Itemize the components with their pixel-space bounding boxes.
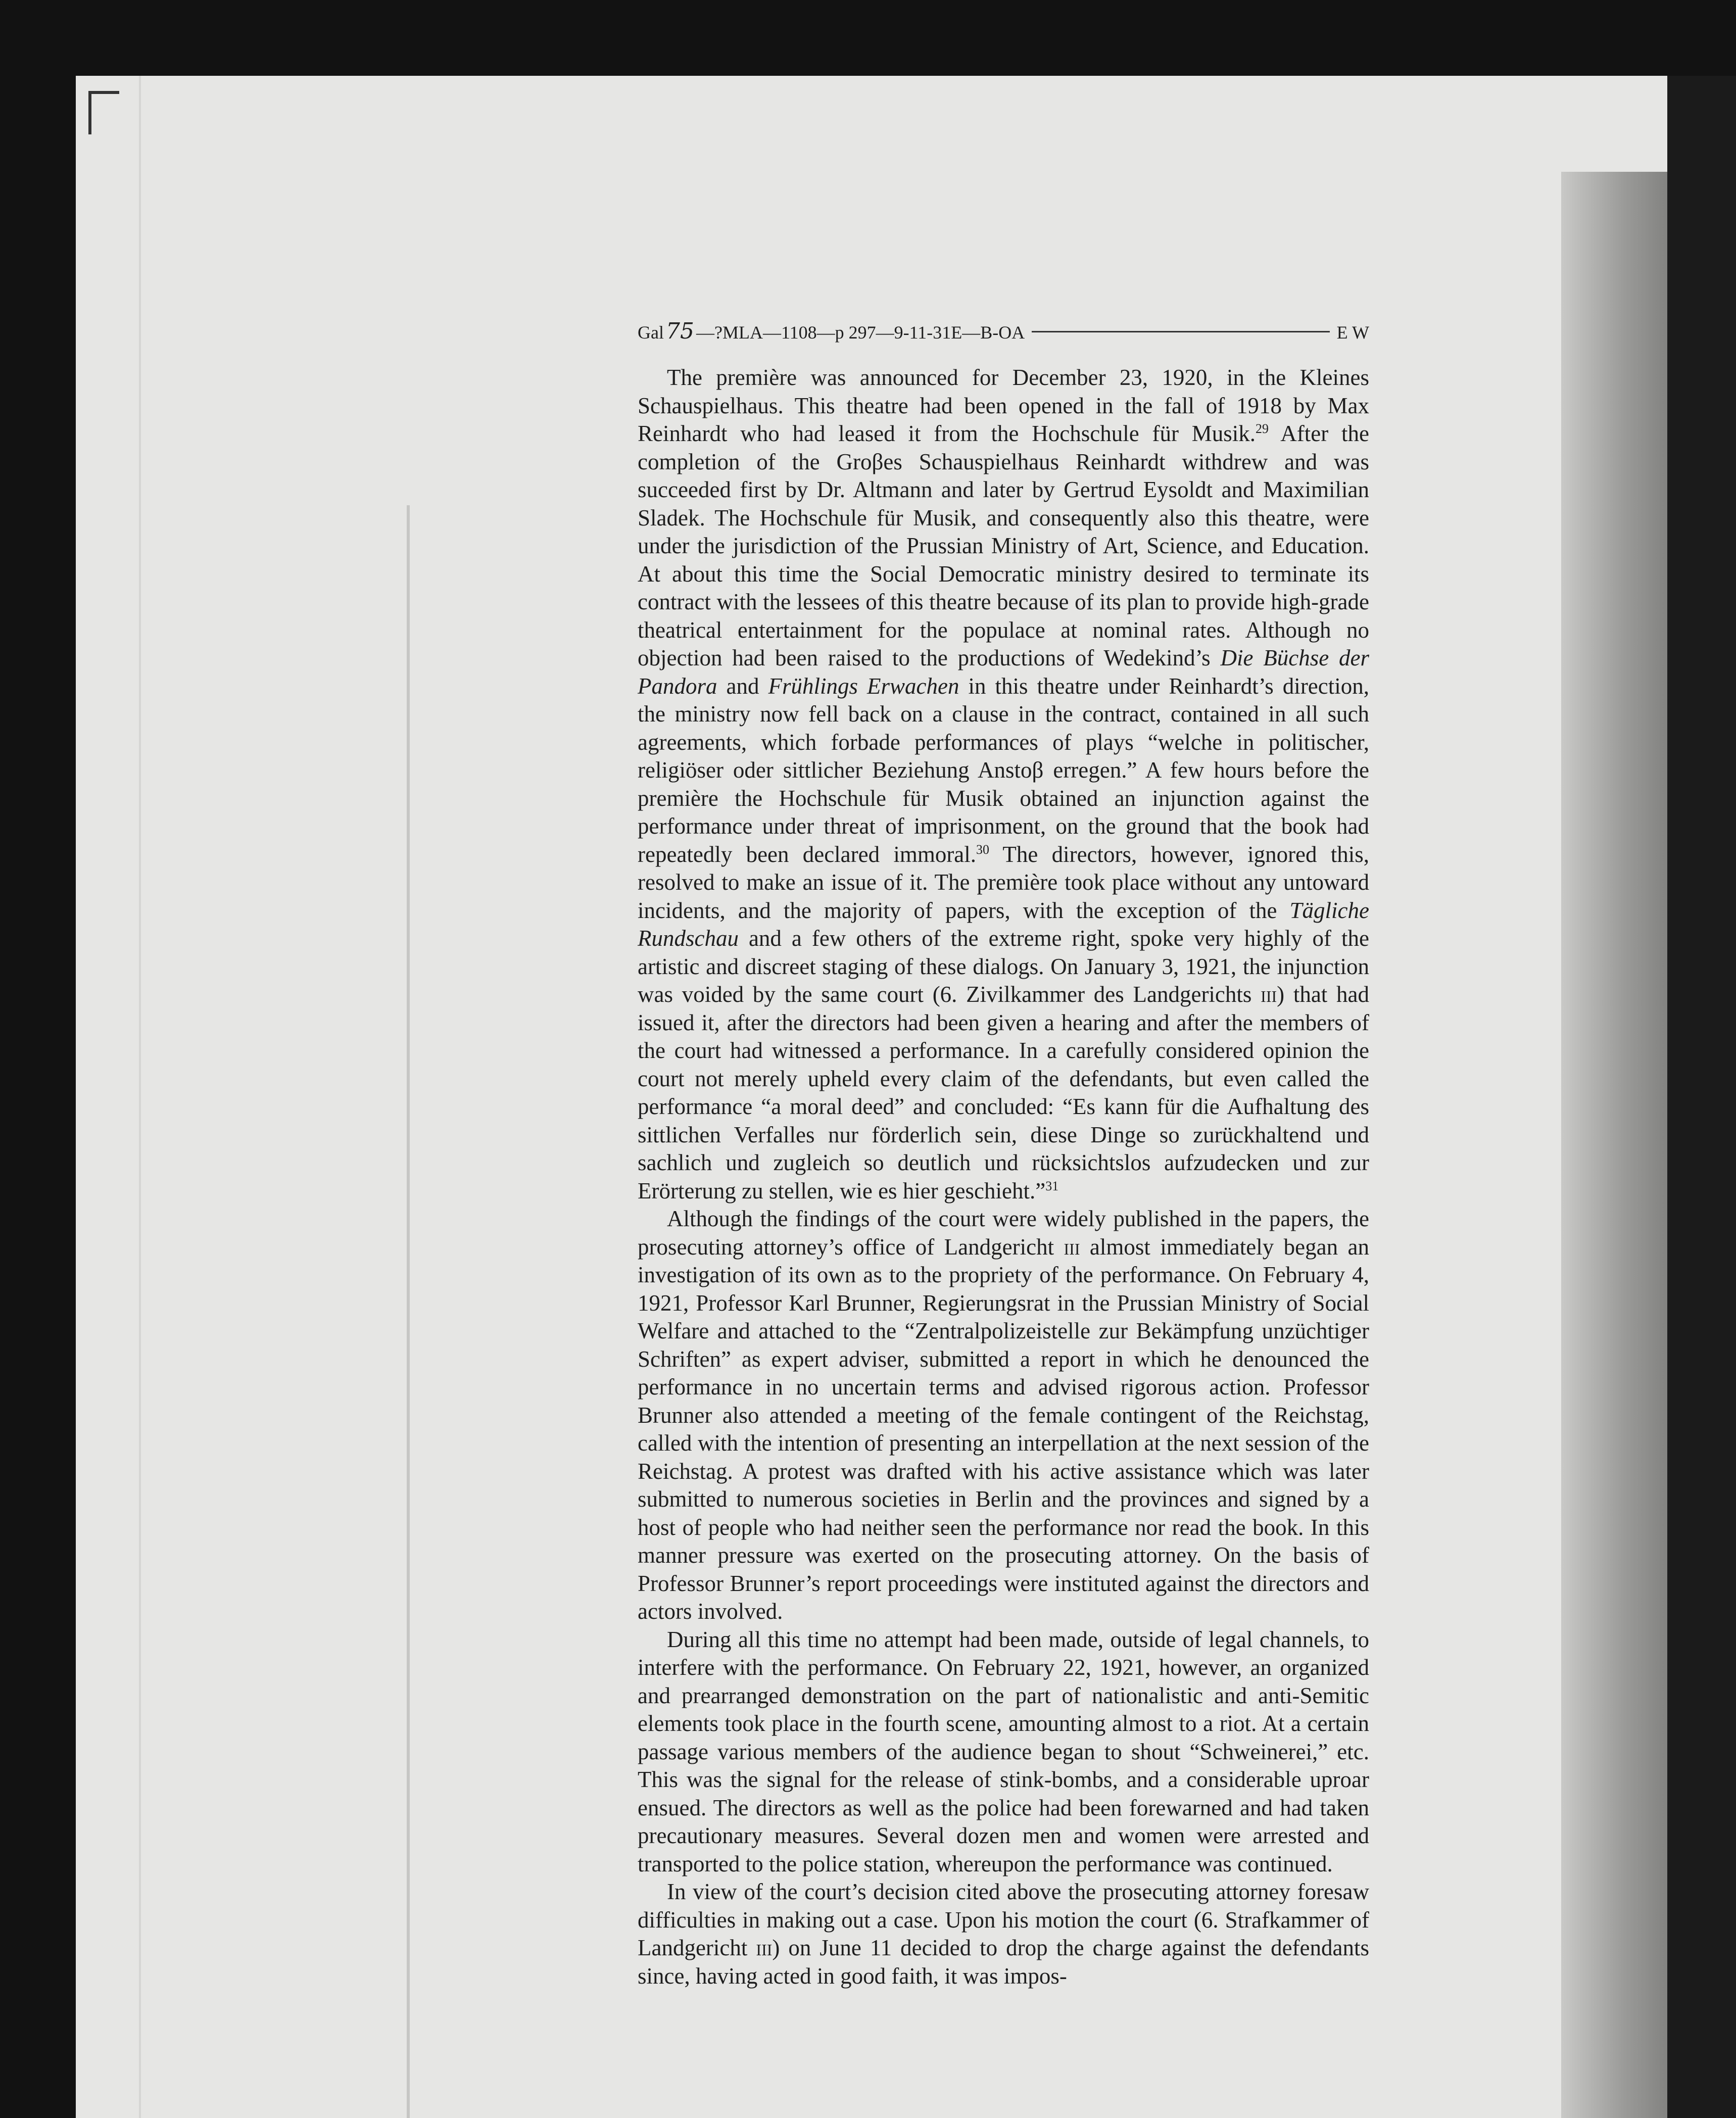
text-run: The directors, however, ignored this, resolved to make an issue of it. The première took place without any untoward incidents, and the majority of papers, with the exception of the bbox=[638, 841, 1369, 923]
text-run: ) on June 11 decided to drop the charge against the defendants since, having acted in good faith, it was impos- bbox=[638, 1935, 1369, 1989]
text-run: During all this time no attempt had been made, outside of legal channels, to interfere with the performance. On February 22, 1921, however, an organized and prearranged demonstration on the part of nationalistic and anti-Semitic elements took place in the fourth scene, amounting almost to a riot. At a certain passage various members of the audience began to shout “Schweinerei,” etc. This was the signal for the release of stink-bombs, and a considerable uproar ensued. The directors as well as the police had been forewarned and had taken precautionary measures. Several dozen men and women were arrested and transported to the police station, whereupon the performance was continued. bbox=[638, 1626, 1369, 1876]
text-run: and a few others of the extreme right, spoke very highly of the artistic and discreet staging of these dialogs. On January 3, 1921, the injunction was voided by the same court (6. Zivilkammer des Landgerichts bbox=[638, 926, 1369, 1007]
italic-title: Die Büchse der Pandora bbox=[638, 645, 1370, 699]
paper-fold-left bbox=[139, 76, 141, 2118]
paragraph bbox=[638, 1205, 1369, 1626]
italic-title: Tägliche Rundschau bbox=[638, 897, 1369, 951]
text-run: In view of the court’s decision cited above the prosecuting attorney foresaw difficulties in making out a case. Upon his motion the court (6. Strafkammer of Landgericht bbox=[638, 1879, 1369, 1960]
text-run: in this theatre under Reinhardt’s direction, the ministry now fell back on a clause in the contract, contained in all such agreements, which forbade performances of plays “welche in politischer, religiöser oder sittlicher Beziehung Anstoβ erregen.” A few hours before the première the Hochschule für Musik obtained an injunction against the performance under threat of imprisonment, on the ground that the book had repeatedly been declared immoral. bbox=[638, 673, 1370, 867]
paragraph bbox=[638, 364, 1369, 1205]
roman-numeral: iii bbox=[1064, 1234, 1080, 1260]
paper-fold-center bbox=[407, 505, 410, 2118]
text-run: Although the findings of the court were widely published in the papers, the prosecuting attorney’s office of Landgericht bbox=[638, 1206, 1369, 1260]
galley-label: Gal bbox=[638, 322, 664, 343]
film-right-border bbox=[1667, 76, 1736, 2118]
article-body bbox=[638, 364, 1369, 1990]
galley-code: —?MLA—1108—p 297—9-11-31E—B-OA bbox=[696, 322, 1025, 343]
footnote-ref: 29 bbox=[1256, 421, 1269, 436]
galley-proof bbox=[638, 318, 1369, 1990]
galley-initials: E W bbox=[1336, 322, 1369, 343]
galley-slug-line bbox=[638, 318, 1369, 349]
galley-handwritten-number: 75 bbox=[665, 318, 694, 344]
text-run: almost immediately began an investigation of its own as to the propriety of the performance. On February 4, 1921, Professor Karl Brunner, Regierungsrat in the Prussian Ministry of Social Welfare and attached to the “Zentralpolizeistelle zur Bekämpfung unzüchtiger Schriften” as expert adviser, submitted a report in which he denounced the performance in no uncertain terms and advised rigorous action. Professor Brunner also attended a meeting of the female contingent of the Reichstag, called with the intention of presenting an interpellation at the next session of the Reichstag. A protest was drafted with his active assistance which was later submitted to numerous societies in Berlin and the provinces and signed by a host of people who had neither seen the performance nor read the book. In this manner pressure was exerted on the prosecuting attorney. On the basis of Professor Brunner’s report proceedings were instituted against the directors and actors involved. bbox=[638, 1234, 1369, 1624]
footnote-ref: 31 bbox=[1045, 1178, 1059, 1193]
slug-rule bbox=[1032, 331, 1329, 332]
roman-numeral: iii bbox=[1261, 982, 1277, 1007]
corner-crop-mark bbox=[88, 91, 119, 134]
text-run: After the completion of the Groβes Schauspielhaus Reinhardt withdrew and was succeeded first by Dr. Altmann and later by Gertrud Eysoldt and Maximilian Sladek. The Hochschule für Musik, and consequently also this theatre, were under the jurisdiction of the Prussian Ministry of Art, Science, and Education. At about this time the Social Democratic ministry desired to terminate its contract with the lessees of this theatre because of its plan to provide high-grade theatrical entertainment for the populace at nominal rates. Although no objection had been raised to the productions of Wedekind’s bbox=[638, 421, 1369, 670]
text-run: The première was announced for December 23, 1920, in the Kleines Schauspielhaus. This theatre had been opened in the fall of 1918 by Max Reinhardt who had leased it from the Hochschule für Musik. bbox=[638, 365, 1369, 446]
italic-title: Frühlings Erwachen bbox=[768, 673, 959, 699]
text-run: and bbox=[717, 673, 768, 699]
footnote-ref: 30 bbox=[976, 842, 990, 857]
paragraph bbox=[638, 1626, 1369, 1879]
paragraph bbox=[638, 1878, 1369, 1990]
roman-numeral: iii bbox=[756, 1935, 773, 1960]
text-run: ) that had issued it, after the directors had been given a hearing and after the members of the court had witnessed a performance. In a carefully considered opinion the court not merely upheld every claim of the defendants, but even called the performance “a moral deed” and concluded: “Es kann für die Aufhaltung des sittlichen Verfalles nur förderlich sein, diese Dinge so zurückhaltend und sachlich und zugleich so deutlich und rücksichtslos aufzudecken und zur Erörterung zu stellen, wie es hier geschieht.” bbox=[638, 982, 1370, 1204]
paper-shadow bbox=[1561, 172, 1677, 2118]
